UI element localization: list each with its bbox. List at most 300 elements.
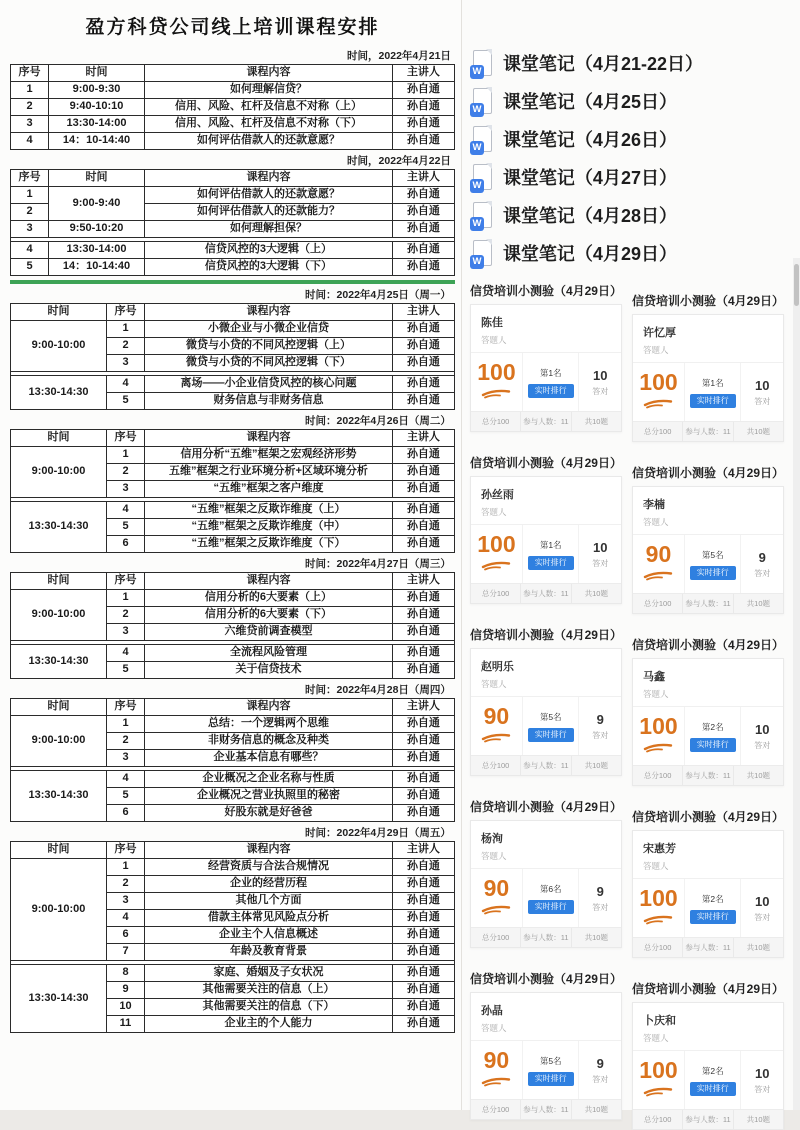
- speaker-cell: 孙自通: [392, 771, 454, 788]
- course-content-cell: 财务信息与非财务信息: [145, 393, 393, 410]
- column-header: 序号: [107, 430, 145, 447]
- course-content-cell: 经营资质与合法合规情况: [145, 859, 393, 876]
- course-content-cell: 五维”框架之行业环境分析+区域环境分析: [145, 464, 393, 481]
- speaker-cell: 孙自通: [392, 965, 454, 982]
- schedule-table: [10, 572, 455, 679]
- seq-cell: 2: [107, 733, 145, 750]
- course-content-cell: 企业概况之企业名称与性质: [145, 771, 393, 788]
- seq-cell: 1: [107, 447, 145, 464]
- doc-fold-corner: [486, 87, 492, 93]
- quiz-result-unit: [470, 970, 622, 1120]
- course-content-cell: 好股东就是好爸爸: [145, 805, 393, 822]
- schedule-date-label: 时间：2022年4月26日（周二）: [305, 415, 451, 427]
- respondent-role-label: 答题人: [480, 1023, 507, 1033]
- note-item[interactable]: [470, 196, 790, 234]
- column-header: 主讲人: [392, 573, 454, 590]
- speaker-cell: 孙自通: [392, 242, 454, 259]
- quiz-card-body: [633, 1050, 783, 1109]
- schedule-row: [11, 133, 455, 150]
- speaker-cell: 孙自通: [392, 355, 454, 372]
- course-content-cell: 信用分析的6大要素（上）: [145, 590, 393, 607]
- rank-column: [685, 707, 742, 765]
- correct-count-label: 答对: [592, 558, 609, 568]
- column-header: 课程内容: [145, 170, 393, 187]
- quiz-result-unit: [470, 626, 622, 776]
- schedule-row: [11, 82, 455, 99]
- seq-cell: 4: [107, 910, 145, 927]
- schedule-row: [11, 771, 455, 788]
- live-ranking-button[interactable]: 实时排行: [528, 900, 574, 914]
- time-cell: 13:30-14:30: [11, 376, 107, 410]
- quiz-card: [632, 830, 784, 958]
- column-header: 主讲人: [392, 304, 454, 321]
- note-item[interactable]: [470, 234, 790, 272]
- score-column: [633, 879, 685, 937]
- course-content-cell: 企业主个人信息概述: [145, 927, 393, 944]
- quiz-card-header: [633, 831, 783, 878]
- quiz-card-header: [471, 305, 621, 352]
- schedule-title: 盈方科贷公司线上培训课程安排: [85, 17, 380, 38]
- live-ranking-button[interactable]: 实时排行: [690, 1082, 736, 1096]
- schedule-date-label: 时间：2022年4月27日（周三）: [305, 558, 451, 570]
- course-content-cell: 其他需要关注的信息（下）: [145, 999, 393, 1016]
- doc-fold-corner: [486, 201, 492, 207]
- schedule-date-label: 时间：2022年4月29日（周五）: [305, 827, 451, 839]
- respondent-name: 马鑫: [642, 671, 665, 683]
- live-ranking-button[interactable]: 实时排行: [528, 728, 574, 742]
- live-ranking-button[interactable]: 实时排行: [690, 566, 736, 580]
- time-cell: 9:40-10:10: [49, 99, 145, 116]
- word-w-badge: W: [470, 255, 484, 269]
- footer-question-count: 共10题: [746, 943, 770, 952]
- footer-question-count: 共10题: [746, 427, 770, 436]
- column-header: 序号: [11, 65, 49, 82]
- speaker-cell: 孙自通: [392, 982, 454, 999]
- course-content-cell: 企业主的个人能力: [145, 1016, 393, 1033]
- schedule-table: [10, 303, 455, 410]
- column-header: 时间: [11, 430, 107, 447]
- footer-participants: 参与人数：11: [521, 584, 571, 603]
- speaker-cell: 孙自通: [392, 910, 454, 927]
- rank-column: [523, 525, 580, 583]
- course-content-cell: “五维”框架之反欺诈维度（中）: [145, 519, 393, 536]
- rank-column: [685, 1051, 742, 1109]
- schedule-row: [11, 187, 455, 204]
- course-content-cell: 如何理解担保？: [145, 221, 393, 238]
- live-ranking-button[interactable]: 实时排行: [690, 738, 736, 752]
- rank-column: [685, 535, 742, 593]
- seq-cell: 4: [107, 645, 145, 662]
- schedule-table: [10, 841, 455, 1033]
- score-underline-swoosh-icon: [643, 1083, 673, 1101]
- footer-question-count: 共10题: [584, 589, 608, 598]
- speaker-cell: 孙自通: [392, 607, 454, 624]
- seq-cell: 3: [11, 116, 49, 133]
- score-column: [471, 697, 523, 755]
- schedule-row: [11, 716, 455, 733]
- column-header: 主讲人: [392, 170, 454, 187]
- quiz-card-header: [633, 659, 783, 706]
- speaker-cell: 孙自通: [392, 221, 454, 238]
- schedule-header-row: [11, 842, 455, 859]
- course-content-cell: 信贷风控的3大逻辑（下）: [145, 259, 393, 276]
- correct-count-label: 答对: [592, 730, 609, 740]
- time-cell: 9:00-10:00: [11, 716, 107, 767]
- column-header: 时间: [11, 573, 107, 590]
- footer-participants: 参与人数：11: [683, 1110, 733, 1129]
- footer-question-count: 共10题: [584, 933, 608, 942]
- word-doc-icon: [470, 88, 494, 115]
- live-ranking-button[interactable]: 实时排行: [690, 394, 736, 408]
- correct-count-column: [741, 1051, 783, 1109]
- live-ranking-button[interactable]: 实时排行: [528, 384, 574, 398]
- quiz-title: 信贷培训小测验（4月29日）: [631, 466, 784, 480]
- correct-count-column: [741, 707, 783, 765]
- quiz-card-body: [471, 868, 621, 927]
- respondent-name: 杨洵: [480, 833, 503, 845]
- footer-participants: 参与人数：11: [683, 938, 733, 957]
- footer-total-score: 总分100: [633, 594, 683, 613]
- score-value: 100: [477, 531, 516, 557]
- schedule-header-row: [11, 65, 455, 82]
- column-header: 课程内容: [145, 573, 393, 590]
- note-label: 课堂笔记（4月25日）: [502, 92, 677, 112]
- word-w-badge: W: [470, 141, 484, 155]
- quiz-card-body: [633, 878, 783, 937]
- course-content-cell: 信用、风险、杠杆及信息不对称（下）: [145, 116, 393, 133]
- course-content-cell: 离场——小企业信贷风控的核心问题: [145, 376, 393, 393]
- time-cell: 9:00-10:00: [11, 321, 107, 372]
- correct-count-label: 答对: [754, 1084, 771, 1094]
- seq-cell: 2: [11, 204, 49, 221]
- schedule-date-label: 时间：2022年4月28日（周四）: [305, 684, 451, 696]
- score-underline-swoosh-icon: [481, 901, 511, 919]
- correct-count-label: 答对: [592, 386, 609, 396]
- note-item[interactable]: [470, 120, 790, 158]
- schedule-table: [10, 698, 455, 822]
- rank-label: 第5名: [539, 711, 562, 722]
- footer-total-score: 总分100: [633, 1110, 683, 1129]
- word-doc-icon: [470, 240, 494, 267]
- time-cell: 13:30-14:00: [49, 116, 145, 133]
- scrollbar-thumb[interactable]: [794, 264, 799, 306]
- note-label: 课堂笔记（4月29日）: [502, 244, 677, 264]
- course-content-cell: 总结：一个逻辑两个思维: [145, 716, 393, 733]
- speaker-cell: 孙自通: [392, 624, 454, 641]
- quiz-card: [632, 658, 784, 786]
- footer-participants: 参与人数：11: [683, 594, 733, 613]
- speaker-cell: 孙自通: [392, 204, 454, 221]
- quiz-card-footer: [633, 593, 783, 613]
- seq-cell: 1: [107, 716, 145, 733]
- course-content-cell: “五维”框架之反欺诈维度（下）: [145, 536, 393, 553]
- score-column: [633, 1051, 685, 1109]
- score-value: 90: [483, 703, 510, 729]
- column-header: 时间: [11, 842, 107, 859]
- seq-cell: 2: [107, 876, 145, 893]
- schedule-row: [11, 99, 455, 116]
- quiz-card: [470, 304, 622, 432]
- course-content-cell: 借款主体常见风险点分析: [145, 910, 393, 927]
- score-underline-swoosh-icon: [643, 911, 673, 929]
- correct-count-column: [741, 879, 783, 937]
- word-doc-icon: [470, 202, 494, 229]
- score-value: 90: [483, 1047, 510, 1073]
- speaker-cell: 孙自通: [392, 944, 454, 961]
- schedule-header-row: [11, 699, 455, 716]
- quiz-title: 信贷培训小测验（4月29日）: [469, 284, 622, 298]
- footer-participants: 参与人数：11: [683, 766, 733, 785]
- speaker-cell: 孙自通: [392, 999, 454, 1016]
- speaker-cell: 孙自通: [392, 733, 454, 750]
- quiz-title: 信贷培训小测验（4月29日）: [631, 810, 784, 824]
- correct-count-label: 答对: [754, 912, 771, 922]
- files-and-results-pane: [462, 0, 800, 1124]
- quiz-card-body: [633, 362, 783, 421]
- quiz-card-header: [471, 649, 621, 696]
- column-header: 课程内容: [145, 699, 393, 716]
- time-cell: 9:00-10:00: [11, 447, 107, 498]
- speaker-cell: 孙自通: [392, 750, 454, 767]
- speaker-cell: 孙自通: [392, 519, 454, 536]
- schedule-days: [10, 45, 455, 1033]
- quiz-card-footer: [471, 927, 621, 947]
- course-content-cell: 微贷与小贷的不同风控逻辑（下）: [145, 355, 393, 372]
- word-w-badge: W: [470, 103, 484, 117]
- footer-question-count: 共10题: [746, 771, 770, 780]
- seq-cell: 5: [11, 259, 49, 276]
- course-content-cell: “五维”框架之反欺诈维度（上）: [145, 502, 393, 519]
- seq-cell: 10: [107, 999, 145, 1016]
- rank-label: 第5名: [701, 549, 724, 560]
- respondent-role-label: 答题人: [480, 335, 507, 345]
- column-header: 课程内容: [145, 65, 393, 82]
- quiz-result-unit: [632, 808, 784, 958]
- live-ranking-button[interactable]: 实时排行: [528, 1072, 574, 1086]
- respondent-role-label: 答题人: [480, 679, 507, 689]
- footer-total-score: 总分100: [471, 412, 521, 431]
- quiz-card-body: [633, 706, 783, 765]
- time-cell: 14：10-14:40: [49, 133, 145, 150]
- schedule-table: [10, 169, 455, 276]
- course-content-cell: 如何评估借款人的还款意愿？: [145, 133, 393, 150]
- quiz-card-header: [471, 993, 621, 1040]
- quiz-title: 信贷培训小测验（4月29日）: [469, 972, 622, 986]
- note-label: 课堂笔记（4月28日）: [502, 206, 677, 226]
- correct-count: 9: [596, 711, 604, 727]
- speaker-cell: 孙自通: [392, 116, 454, 133]
- quiz-card-footer: [471, 755, 621, 775]
- quiz-card-body: [471, 696, 621, 755]
- score-underline-swoosh-icon: [643, 739, 673, 757]
- quiz-card: [632, 1002, 784, 1130]
- respondent-name: 孙丝雨: [480, 489, 514, 501]
- rank-label: 第6名: [539, 883, 562, 894]
- rank-label: 第2名: [701, 1065, 724, 1076]
- score-column: [471, 1041, 523, 1099]
- speaker-cell: 孙自通: [392, 590, 454, 607]
- column-header: 主讲人: [392, 65, 454, 82]
- footer-question-count: 共10题: [584, 417, 608, 426]
- score-value: 90: [483, 875, 510, 901]
- course-content-cell: 关于信贷技术: [145, 662, 393, 679]
- time-cell: 9:00-9:30: [49, 82, 145, 99]
- speaker-cell: 孙自通: [392, 99, 454, 116]
- correct-count-label: 答对: [754, 740, 771, 750]
- speaker-cell: 孙自通: [392, 376, 454, 393]
- quiz-card: [632, 486, 784, 614]
- respondent-role-label: 答题人: [480, 851, 507, 861]
- seq-cell: 7: [107, 944, 145, 961]
- course-content-cell: 企业的经营历程: [145, 876, 393, 893]
- speaker-cell: 孙自通: [392, 187, 454, 204]
- column-header: 主讲人: [392, 842, 454, 859]
- score-value: 100: [639, 713, 678, 739]
- live-ranking-button[interactable]: 实时排行: [528, 556, 574, 570]
- course-content-cell: 非财务信息的概念及种类: [145, 733, 393, 750]
- rank-label: 第1名: [539, 539, 562, 550]
- seq-cell: 5: [107, 662, 145, 679]
- seq-cell: 8: [107, 965, 145, 982]
- seq-cell: 6: [107, 536, 145, 553]
- schedule-row: [11, 645, 455, 662]
- speaker-cell: 孙自通: [392, 859, 454, 876]
- seq-cell: 4: [107, 771, 145, 788]
- scrollbar[interactable]: [793, 258, 800, 1110]
- course-content-cell: 小微企业与小微企业信贷: [145, 321, 393, 338]
- footer-participants: 参与人数：11: [521, 412, 571, 431]
- speaker-cell: 孙自通: [392, 805, 454, 822]
- column-header: 主讲人: [392, 430, 454, 447]
- quiz-card-header: [633, 487, 783, 534]
- time-cell: 13:30-14:30: [11, 965, 107, 1033]
- rank-column: [523, 1041, 580, 1099]
- footer-total-score: 总分100: [633, 938, 683, 957]
- seq-cell: 6: [107, 805, 145, 822]
- footer-total-score: 总分100: [471, 928, 521, 947]
- score-value: 100: [639, 1057, 678, 1083]
- speaker-cell: 孙自通: [392, 876, 454, 893]
- correct-count: 10: [592, 367, 608, 383]
- rank-label: 第2名: [701, 721, 724, 732]
- course-content-cell: 其他需要关注的信息（上）: [145, 982, 393, 999]
- speaker-cell: 孙自通: [392, 481, 454, 498]
- footer-question-count: 共10题: [746, 1115, 770, 1124]
- column-header: 课程内容: [145, 842, 393, 859]
- score-column: [471, 353, 523, 411]
- quiz-title: 信贷培训小测验（4月29日）: [469, 800, 622, 814]
- column-header: 序号: [107, 573, 145, 590]
- note-label: 课堂笔记（4月21-22日）: [502, 54, 703, 74]
- rank-label: 第2名: [701, 893, 724, 904]
- footer-total-score: 总分100: [471, 584, 521, 603]
- score-value: 100: [639, 369, 678, 395]
- course-content-cell: 其他几个方面: [145, 893, 393, 910]
- quiz-card-body: [471, 1040, 621, 1099]
- doc-fold-corner: [486, 163, 492, 169]
- footer-total-score: 总分100: [633, 422, 683, 441]
- footer-question-count: 共10题: [584, 761, 608, 770]
- seq-cell: 3: [107, 893, 145, 910]
- speaker-cell: 孙自通: [392, 82, 454, 99]
- respondent-role-label: 答题人: [642, 517, 669, 527]
- quiz-card-body: [471, 352, 621, 411]
- seq-cell: 9: [107, 982, 145, 999]
- course-content-cell: 信用分析“五维”框架之宏观经济形势: [145, 447, 393, 464]
- quiz-card-footer: [471, 1099, 621, 1119]
- note-item[interactable]: [470, 158, 790, 196]
- speaker-cell: 孙自通: [392, 464, 454, 481]
- note-item[interactable]: [470, 44, 790, 82]
- live-ranking-button[interactable]: 实时排行: [690, 910, 736, 924]
- quiz-card-body: [471, 524, 621, 583]
- course-content-cell: 如何评估借款人的还款能力？: [145, 204, 393, 221]
- quiz-result-unit: [632, 292, 784, 442]
- quiz-card-footer: [633, 421, 783, 441]
- correct-count: 10: [755, 377, 770, 393]
- footer-total-score: 总分100: [471, 756, 521, 775]
- correct-count-column: [579, 1041, 621, 1099]
- score-column: [633, 535, 685, 593]
- seq-cell: 5: [107, 393, 145, 410]
- schedule-row: [11, 965, 455, 982]
- schedule-date-label: 时间，2022年4月21日: [347, 50, 451, 62]
- quiz-result-unit: [632, 636, 784, 786]
- quiz-card: [470, 992, 622, 1120]
- score-column: [633, 707, 685, 765]
- footer-question-count: 共10题: [584, 1105, 608, 1114]
- column-header: 时间: [49, 65, 145, 82]
- quiz-result-unit: [632, 464, 784, 614]
- correct-count: 9: [596, 1055, 604, 1071]
- quiz-title: 信贷培训小测验（4月29日）: [631, 982, 784, 996]
- schedule-header-row: [11, 430, 455, 447]
- correct-count-label: 答对: [754, 396, 771, 406]
- quiz-title: 信贷培训小测验（4月29日）: [631, 294, 784, 308]
- quiz-result-unit: [470, 798, 622, 948]
- course-content-cell: 年龄及教育背景: [145, 944, 393, 961]
- respondent-name: 赵明乐: [480, 661, 514, 673]
- column-header: 时间: [49, 170, 145, 187]
- time-cell: 9:50-10:20: [49, 221, 145, 238]
- schedule-row: [11, 116, 455, 133]
- speaker-cell: 孙自通: [392, 662, 454, 679]
- word-doc-icon: [470, 164, 494, 191]
- score-value: 90: [645, 541, 672, 567]
- quiz-results-grid: [469, 282, 790, 1124]
- score-value: 100: [639, 885, 678, 911]
- schedule-header-row: [11, 170, 455, 187]
- quiz-card-footer: [633, 1109, 783, 1129]
- seq-cell: 1: [11, 82, 49, 99]
- speaker-cell: 孙自通: [392, 893, 454, 910]
- course-content-cell: “五维”框架之客户维度: [145, 481, 393, 498]
- quiz-title: 信贷培训小测验（4月29日）: [631, 638, 784, 652]
- quiz-card-footer: [471, 411, 621, 431]
- quiz-card-footer: [633, 937, 783, 957]
- quiz-card: [470, 648, 622, 776]
- seq-cell: 1: [107, 859, 145, 876]
- correct-count-column: [579, 353, 621, 411]
- time-cell: 9:00-9:40: [49, 187, 145, 221]
- doc-fold-corner: [486, 125, 492, 131]
- schedule-header-row: [11, 573, 455, 590]
- seq-cell: 5: [107, 788, 145, 805]
- respondent-role-label: 答题人: [642, 689, 669, 699]
- time-cell: 13:30-14:30: [11, 502, 107, 553]
- quiz-card-header: [471, 821, 621, 868]
- note-item[interactable]: [470, 82, 790, 120]
